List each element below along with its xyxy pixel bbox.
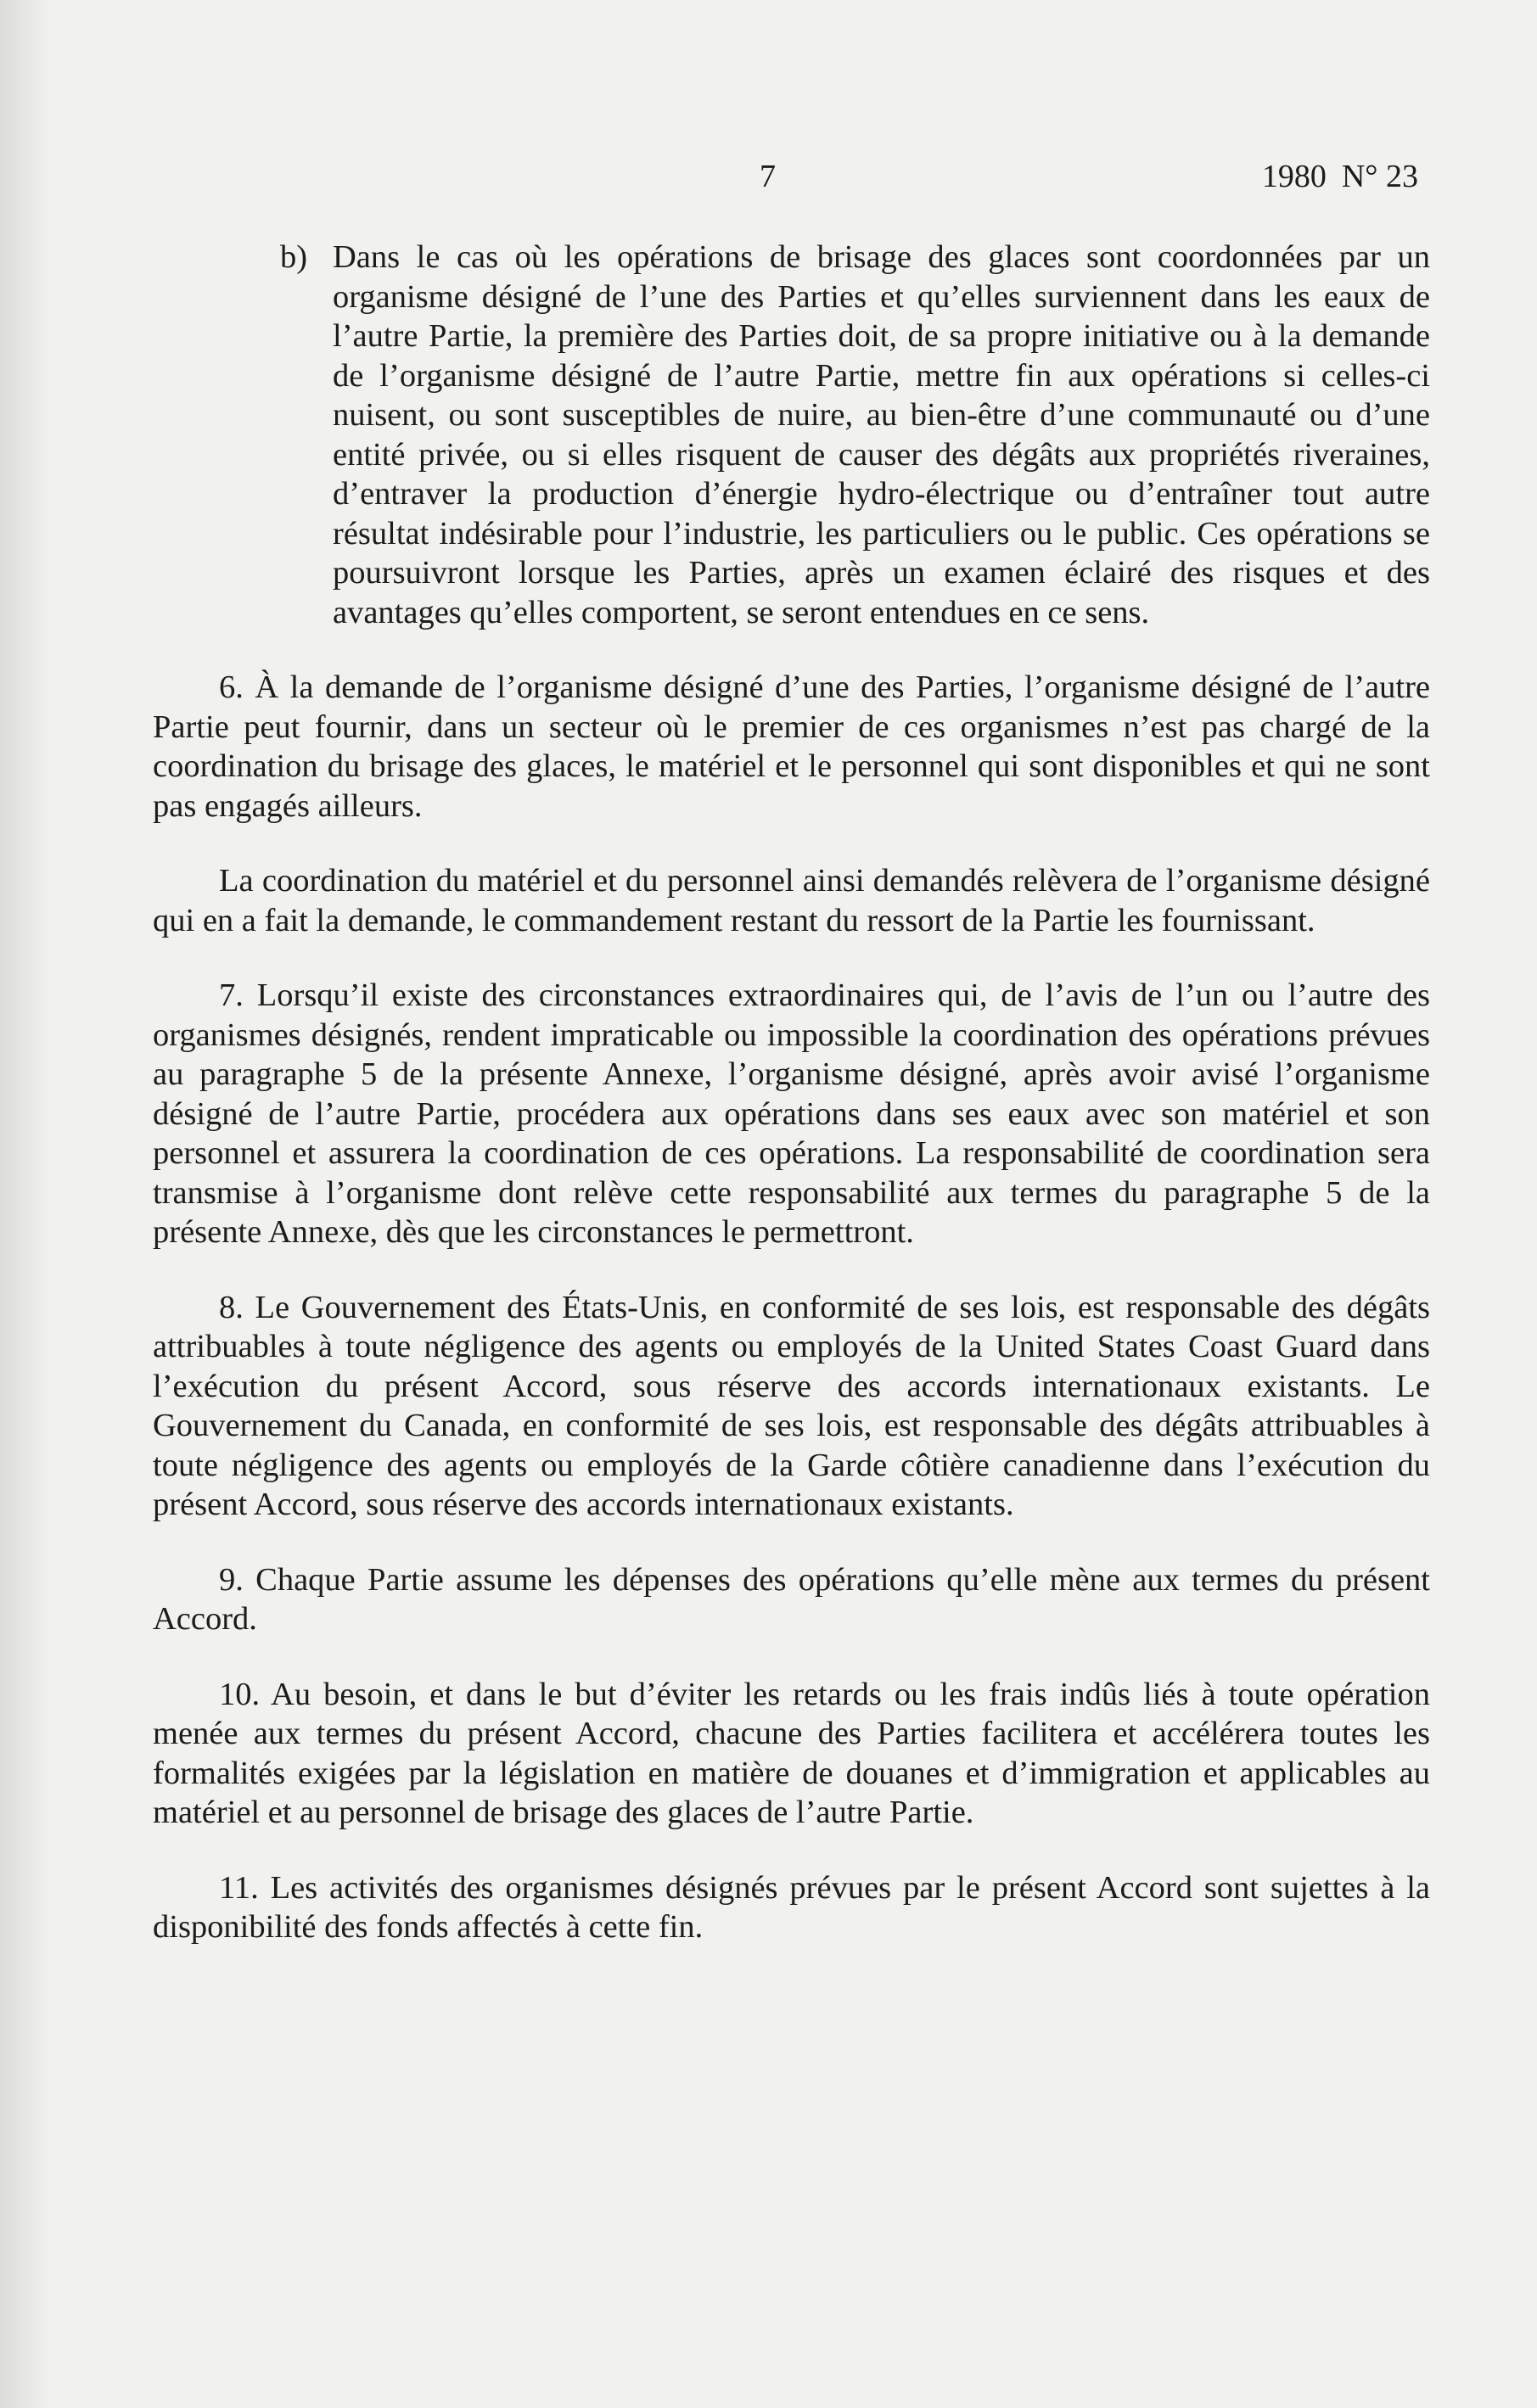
paragraph-11: 11. Les activités des organismes désignés prévues par le présent Accord sont sujettes à la disponibilité des fonds affectés à cette fin.	[153, 1869, 1430, 1945]
document-number: N° 23	[1341, 159, 1418, 194]
year: 1980	[1261, 159, 1327, 194]
paragraph-7: 7. Lorsqu’il existe des circonstances extraordinaires qui, de l’avis de l’un ou l’autre des organismes désignés, rendent impraticable ou impossible la coordination des opérations prévues au paragraphe 5 de la présente Annexe, l’organisme désigné, après avoir avisé l’organisme désigné de l’autre Partie, procédera aux opérations dans ses eaux avec son matériel et son personnel et assurera la coordination de ces opérations. La responsabilité de coordination sera transmise à l’organisme dont relève cette responsabilité aux termes du paragraphe 5 de la présente Annexe, dès que les circonstances le permettront.	[153, 977, 1430, 1250]
page-number: 7	[760, 159, 777, 194]
page-edge-shadow	[0, 0, 51, 2408]
paragraph-6: 6. À la demande de l’organisme désigné d’une des Parties, l’organisme désigné de l’autre Partie peut fournir, dans un secteur où le premier de ces organismes n’est pas chargé de la coordination du brisage des glaces, le matériel et le personnel qui sont disponibles et qui ne sont pas engagés ailleurs.	[153, 669, 1430, 824]
paragraph-8: 8. Le Gouvernement des États-Unis, en conformité de ses lois, est responsable des dégâts attribuables à toute négligence des agents ou employés de la United States Coast Guard dans l’exécution du présent Accord, sous réserve des accords internationaux existants. Le Gouvernement du Canada, en conformité de ses lois, est responsable des dégâts attribuables à toute négligence des agents ou employés de la Garde côtière canadienne dans l’exécution du présent Accord, sous réserve des accords internationaux existants.	[153, 1289, 1430, 1522]
subparagraph-text: Dans le cas où les opérations de brisage des glaces sont coordonnées par un organisme désigné de l’une des Parties et qu’elles surviennent dans les eaux de l’autre Partie, la première des Parties doit, de sa propre initiative ou à la demande de l’organisme désigné de l’autre Partie, mettre fin aux opérations si celles-ci nuisent, ou sont susceptibles de nuire, au bien-être d’une communauté ou d’une entité privée, ou si elles risquent de causer des dégâts aux propriétés riveraines, d’entraver la production d’énergie hydro-électrique ou d’entraîner tout autre résultat indésirable pour l’industrie, les particuliers ou le public. Ces opérations se poursuivront lorsque les Parties, après un examen éclairé des risques et des avantages qu’elles comportent, se seront entendues en ce sens.	[333, 239, 1430, 630]
paragraph-9: 9. Chaque Partie assume les dépenses des opérations qu’elle mène aux termes du présent Accord.	[153, 1561, 1430, 1637]
document-reference	[1247, 158, 1418, 195]
paragraph-6-continued: La coordination du matériel et du personnel ainsi demandés relèvera de l’organisme désigné qui en a fait la demande, le commandement restant du ressort de la Partie les fournissant.	[153, 863, 1430, 938]
document-body	[153, 238, 1430, 1947]
paragraph-10: 10. Au besoin, et dans le but d’éviter les retards ou les frais indûs liés à toute opération menée aux termes du présent Accord, chacune des Parties facilitera et accélérera toutes les formalités exigées par la législation en matière de douanes et d’immigration et applicables au matériel et au personnel de brisage des glaces de l’autre Partie.	[153, 1676, 1430, 1830]
subparagraph-b	[153, 238, 1430, 632]
subparagraph-marker: b)	[280, 239, 308, 275]
